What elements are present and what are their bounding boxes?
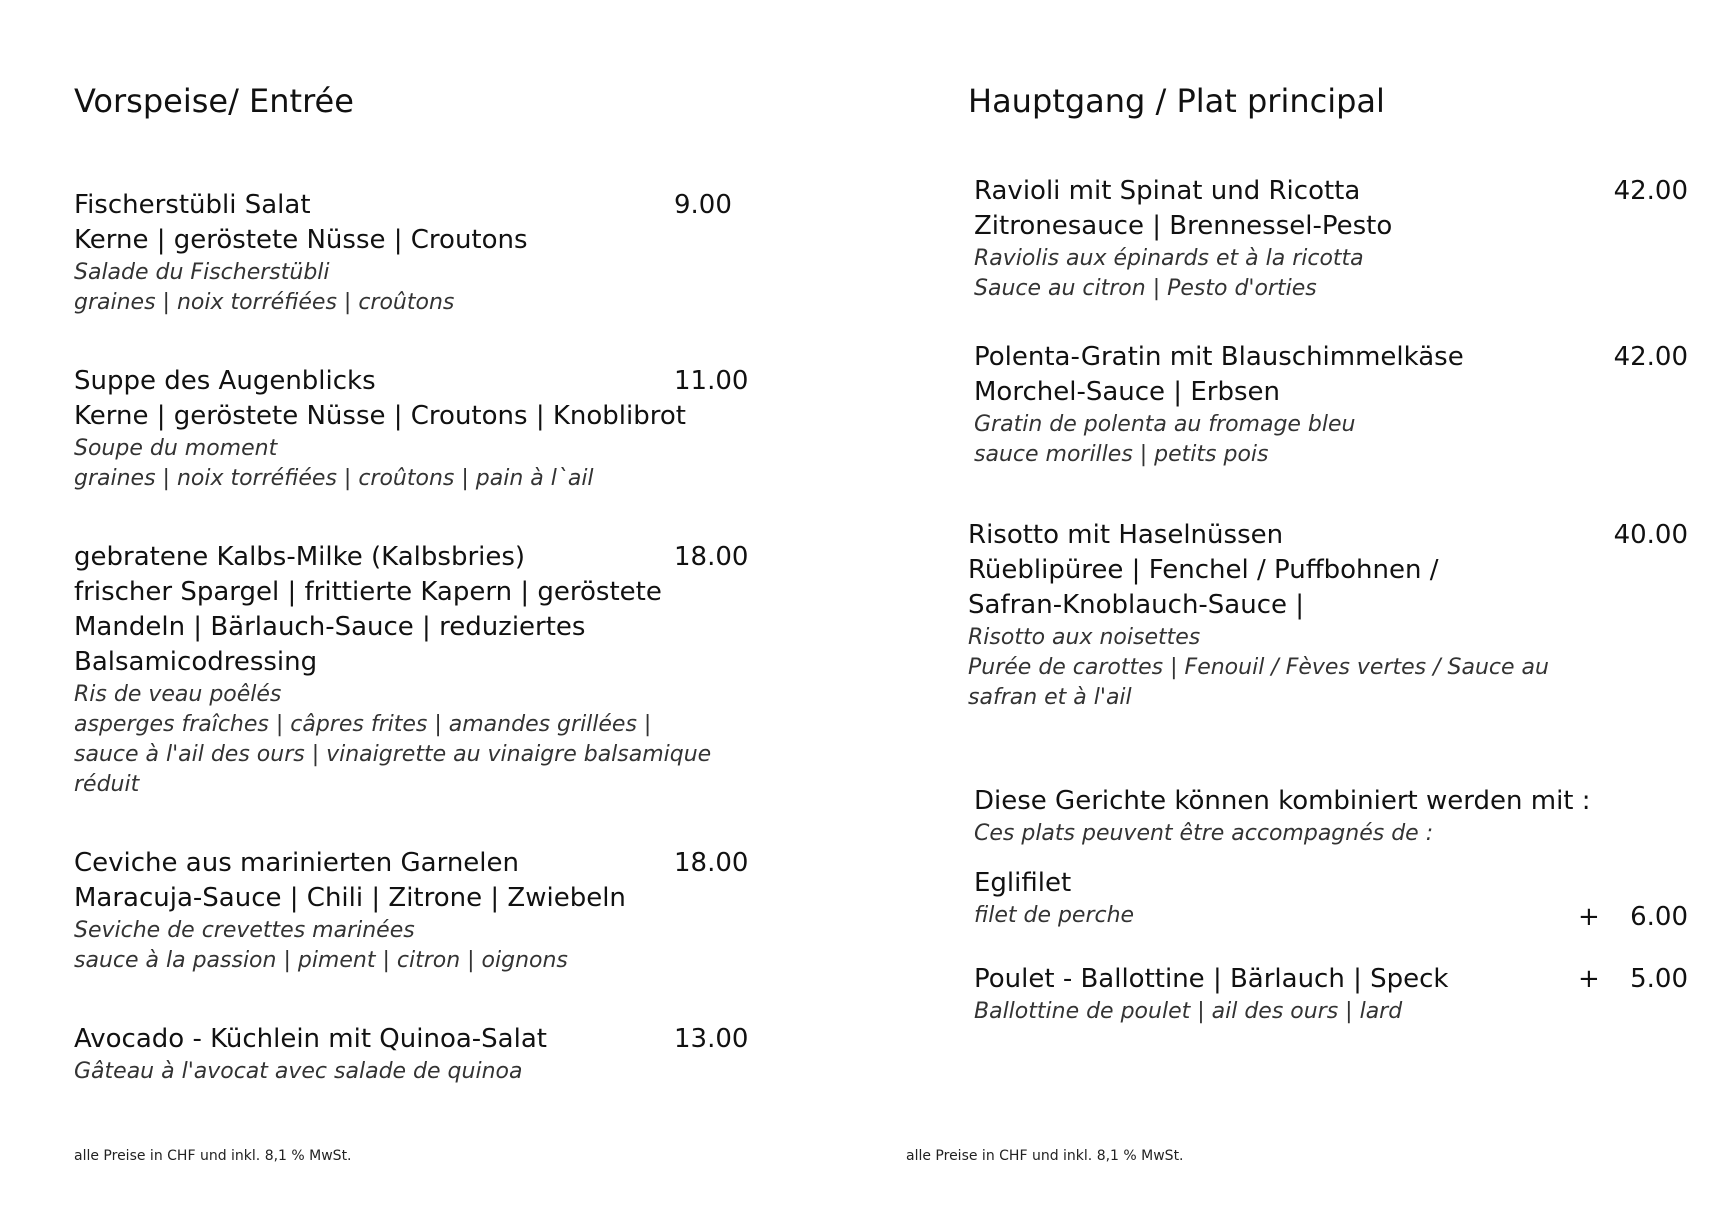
combo-title: Diese Gerichte können kombiniert werden mit : [974, 786, 1591, 816]
dish-price: 42.00 [1613, 342, 1688, 372]
dish-description-fr: Raviolis aux épinards et à la ricotta Sauce au citron | Pesto d'orties [974, 246, 1364, 301]
combo-subtitle: Ces plats peuvent être accompagnés de : [974, 821, 1434, 846]
menu-item [974, 340, 1688, 470]
dish-description-fr: Salade du Fischerstübli graines | noix torréfiées | croûtons [74, 260, 455, 315]
price-note: alle Preise in CHF und inkl. 8,1 % MwSt. [74, 1148, 352, 1164]
dish-name: Ravioli mit Spinat und Ricotta Zitronesauce | Brennessel-Pesto [974, 176, 1393, 241]
dish-description-fr: Risotto aux noisettes Purée de carottes | Fenouil / Fèves vertes / Sauce au safran et à l'ail [968, 625, 1549, 710]
dish-description-fr: Seviche de crevettes marinées sauce à la passion | piment | citron | oignons [74, 918, 568, 973]
dish-name: Risotto mit Haselnüssen Rüeblipüree | Fenchel / Puffbohnen / Safran-Knoblauch-Sauce | [968, 520, 1439, 620]
menu-item [74, 188, 834, 318]
dish-name: Avocado - Küchlein mit Quinoa-Salat [74, 1024, 547, 1054]
dish-price: 40.00 [1613, 520, 1688, 550]
menu-item [74, 1022, 834, 1087]
dish-name: gebratene Kalbs-Milke (Kalbsbries) frischer Spargel | frittierte Kapern | geröstete Mandeln | Bärlauch-Sauce | reduziertes Balsamicodressing [74, 542, 662, 677]
price-note: alle Preise in CHF und inkl. 8,1 % MwSt. [906, 1148, 1184, 1164]
extra-price [1578, 900, 1688, 935]
dish-price: 9.00 [674, 190, 732, 220]
dish-price: 18.00 [674, 542, 749, 572]
plus-sign: + [1578, 964, 1600, 994]
menu-item [74, 540, 834, 800]
dish-name: Suppe des Augenblicks Kerne | geröstete Nüsse | Croutons | Knoblibrot [74, 366, 686, 431]
menu-item [974, 174, 1688, 304]
dish-name: Ceviche aus marinierten Garnelen Maracuja-Sauce | Chili | Zitrone | Zwiebeln [74, 848, 626, 913]
extra-item [974, 866, 1688, 931]
combo-section [974, 784, 1688, 849]
extra-price [1578, 962, 1688, 997]
dish-description-fr: Gratin de polenta au fromage bleu sauce morilles | petits pois [974, 412, 1356, 467]
menu-item [74, 846, 834, 976]
dish-price: 42.00 [1613, 176, 1688, 206]
mains-title: Hauptgang / Plat principal [968, 82, 1385, 120]
extra-price-value: 5.00 [1630, 964, 1688, 994]
dish-price: 11.00 [674, 366, 749, 396]
starters-title: Vorspeise/ Entrée [74, 82, 354, 120]
extra-description-fr: filet de perche [974, 903, 1135, 928]
extra-description-fr: Ballottine de poulet | ail des ours | lard [974, 999, 1403, 1024]
dish-description-fr: Gâteau à l'avocat avec salade de quinoa [74, 1059, 523, 1084]
extra-name: Poulet - Ballottine | Bärlauch | Speck [974, 964, 1449, 994]
extra-item [974, 962, 1688, 1027]
menu-item [74, 364, 834, 494]
extra-name: Eglifilet [974, 868, 1072, 898]
dish-description-fr: Soupe du moment graines | noix torréfiées | croûtons | pain à l`ail [74, 436, 594, 491]
extra-price-value: 6.00 [1630, 902, 1688, 932]
dish-price: 18.00 [674, 848, 749, 878]
dish-price: 13.00 [674, 1024, 749, 1054]
dish-name: Fischerstübli Salat Kerne | geröstete Nüsse | Croutons [74, 190, 528, 255]
dish-name: Polenta-Gratin mit Blauschimmelkäse Morchel-Sauce | Erbsen [974, 342, 1464, 407]
dish-description-fr: Ris de veau poêlés asperges fraîches | câpres frites | amandes grillées | sauce à l'ail des ours | vinaigrette au vinaigre balsamique réduit [74, 682, 712, 797]
menu-item [968, 518, 1688, 713]
plus-sign: + [1578, 902, 1600, 932]
